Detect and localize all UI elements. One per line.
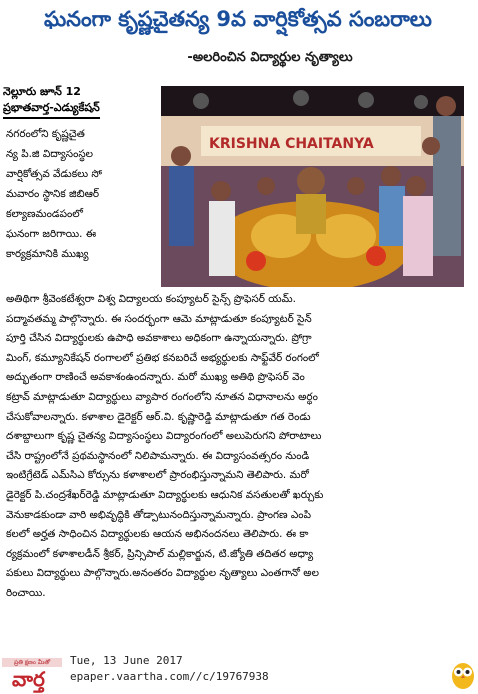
text-line: చేసుకోవాలన్నారు. కళాశాల డైరెక్టర్ ఆర్.వి. కృష్ణారెడ్డి మాట్లాడుతూ గత రెండు xyxy=(6,410,311,423)
text-line: పకులు విద్యార్థులు పాల్గొన్నారు.అనంతరం విద్యార్థుల నృత్యాలు ఎంతగానో అల xyxy=(6,567,319,580)
text-line: అద్భుతంగా రాణించే అవకాశంఉందన్నారు. మరో ముఖ్య అతిథి ప్రొఫెసర్ వెం xyxy=(6,371,305,384)
text-line: కలలో అర్హత సాధించిన విద్యార్థులకు ఆయన అభినందనలు తెలిపారు. ఈ కా xyxy=(6,528,309,541)
footer xyxy=(0,652,478,692)
text-line: కట్రావ్ మాట్లాడుతూ విద్యార్థులు వ్యాపార రంగంలోని నూతన విధానాలను అర్థం xyxy=(6,390,318,403)
logo-text: వార్త xyxy=(12,667,45,691)
edition-url[interactable]: epaper.vaartha.com//c/19767938 xyxy=(70,670,269,683)
subheadline: -అలరించిన విద్యార్థుల నృత్యాలు xyxy=(187,50,353,65)
text-line: న్య పి.జి విద్యాసంస్థల xyxy=(6,148,94,160)
text-line: మవారం స్థానిక జిబిఆర్ xyxy=(6,188,100,200)
text-line: వెనుకాడకుండా వారి అభివృద్ధికి తోడ్పాటునందిస్తున్నామన్నారు. ప్రాంగణ ఎంపి xyxy=(6,508,311,521)
text-line: పద్మావతమ్మ పాల్గొన్నారు. ఈ సందర్భంగా ఆమె మాట్లాడుతూ కంప్యూటర్ సైన్ xyxy=(6,312,312,325)
photo-banner-text: KRISHNA CHAITANYA xyxy=(209,136,374,152)
edition-date: Tue, 13 June 2017 xyxy=(70,654,183,667)
text-line: దశాబ్దాలుగా కృష్ణ చైతన్య విద్యాసంస్థలు విద్యారంగంలో అలుపెరుగని పోరాటాలు xyxy=(6,430,322,443)
headline: ఘనంగా కృష్ణచైతన్య 9వ వార్షికోత్సవ సంబరాలు xyxy=(44,7,432,31)
owl-icon xyxy=(450,658,476,690)
text-line: అతిథిగా శ్రీవెంకటేశ్వరా విశ్వ విద్యాలయ కంప్యూటర్ సైన్స్ ప్రొఫెసర్ యమ్. xyxy=(6,293,296,305)
text-line: నగరంలోని కృష్ణచైత xyxy=(6,128,85,140)
text-line: డైరెక్టర్ పి.చంద్రశేఖర్‌రెడ్డి మాట్లాడుతూ విద్యార్థులకు ఆధునిక వసతులతో ఖర్చుకు xyxy=(6,488,324,501)
dateline xyxy=(3,84,100,119)
article-body xyxy=(6,290,466,604)
dateline-source: ప్రభాతవార్త-ఎడ్యుకేషన్ xyxy=(3,100,100,119)
news-photo xyxy=(161,86,464,287)
text-line: రించాయి. xyxy=(6,586,46,599)
text-line: వార్షికోత్సవ వేడుకలు సో xyxy=(6,168,102,180)
text-line: చేసి రాష్ట్రంలోనే ప్రథమస్థానంలో నిలిపామన్నారు. ఈ విద్యాసంవత్సరం నుండి xyxy=(6,449,310,462)
logo-tagline: ప్రతి క్షణం మీతో xyxy=(2,658,62,667)
edition-meta xyxy=(70,653,269,685)
dateline-place: నెల్లూరు జూన్ 12 xyxy=(3,85,81,98)
text-line: పూర్తి చేసిన విద్యార్థులకు ఉపాధి అవకాశాలు అధికంగా ఉన్నాయన్నారు. ప్రోగ్రా xyxy=(6,332,312,345)
text-line: ఇంటిగ్రేటెడ్ ఎమ్‌సిఎ కోర్సును కళాశాలలో ప్రారంభిస్తున్నామని తెలిపారు. మరో xyxy=(6,469,309,482)
text-line: కల్యాణమండపంలో xyxy=(6,208,83,220)
text-line: ఘనంగా జరిగాయి. ఈ xyxy=(6,228,97,240)
text-line: మింగ్, కమ్యూనికేషన్ రంగాలలో ప్రతిభ కనబరిచే అభ్యర్థులకు సాఫ్ట్‌వేర్ రంగంలో xyxy=(6,351,319,364)
article-left-column xyxy=(6,124,158,264)
text-line: కార్యక్రమానికి ముఖ్య xyxy=(6,248,89,260)
text-line: ర్యక్రమంలో కళాశాలడీన్ శ్రీకర్, ప్రిన్సిపాల్ మల్లికార్జున, టి.జ్యోతి తదితర అధ్యా xyxy=(6,547,314,560)
vaartha-logo[interactable] xyxy=(2,658,62,690)
